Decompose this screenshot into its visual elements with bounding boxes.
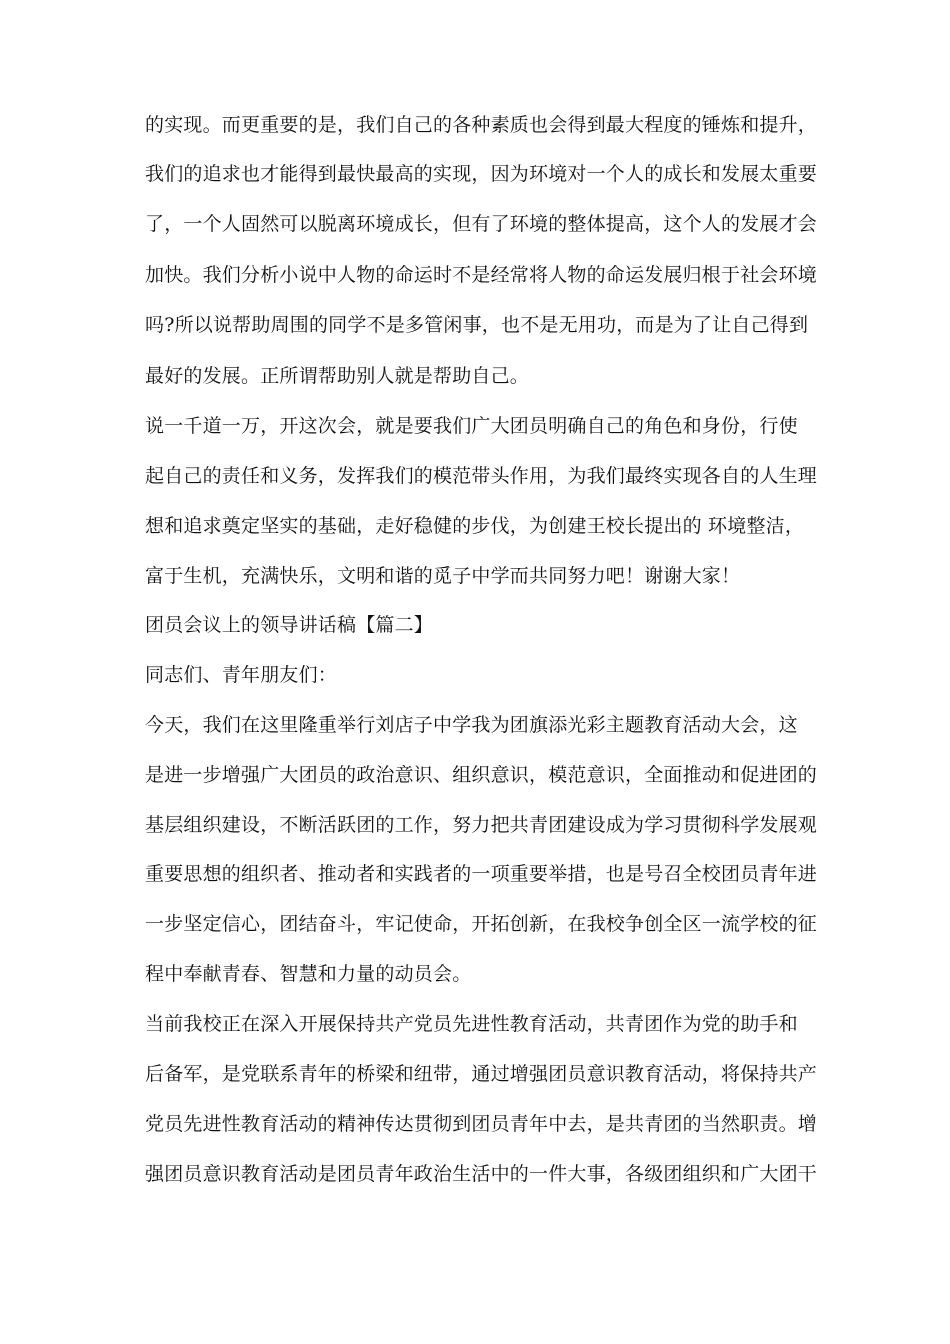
salutation: 同志们、青年朋友们： bbox=[145, 664, 338, 686]
text-line: 是进一步增强广大团员的政治意识、组织意识，模范意识，全面推动和促进团的 bbox=[145, 764, 818, 786]
section-heading: 团员会议上的领导讲话稿【篇二】 bbox=[145, 614, 434, 636]
text-line: 吗?所以说帮助周围的同学不是多管闲事，也不是无用功，而是为了让自己得到 bbox=[145, 314, 809, 336]
text-line: 后备军，是党联系青年的桥梁和纽带，通过增强团员意识教育活动，将保持共产 bbox=[145, 1063, 818, 1085]
text-line: 党员先进性教育活动的精神传达贯彻到团员青年中去，是共青团的当然职责。增 bbox=[145, 1113, 818, 1135]
text-line: 当前我校正在深入开展保持共产党员先进性教育活动，共青团作为党的助手和 bbox=[145, 1013, 798, 1035]
text-line: 说一千道一万，开这次会，就是要我们广大团员明确自己的角色和身份，行使 bbox=[145, 415, 798, 437]
text-line: 起自己的责任和义务，发挥我们的模范带头作用，为我们最终实现各自的人生理 bbox=[145, 465, 818, 487]
text-line: 想和追求奠定坚实的基础，走好稳健的步伐，为创建王校长提出的 环境整洁， bbox=[145, 515, 805, 537]
text-line: 今天，我们在这里隆重举行刘店子中学我为团旗添光彩主题教育活动大会，这 bbox=[145, 714, 798, 736]
text-line: 最好的发展。正所谓帮助别人就是帮助自己。 bbox=[145, 365, 530, 387]
text-line: 基层组织建设，不断活跃团的工作，努力把共青团建设成为学习贯彻科学发展观 bbox=[145, 814, 818, 836]
text-line: 重要思想的组织者、推动者和实践者的一项重要举措，也是号召全校团员青年进 bbox=[145, 863, 818, 885]
text-line: 富于生机，充满快乐，文明和谐的觅子中学而共同努力吧！谢谢大家！ bbox=[145, 565, 741, 587]
text-line: 了，一个人固然可以脱离环境成长，但有了环境的整体提高，这个人的发展才会 bbox=[145, 213, 818, 235]
text-line: 强团员意识教育活动是团员青年政治生活中的一件大事，各级团组织和广大团干 bbox=[145, 1163, 818, 1185]
text-line: 加快。我们分析小说中人物的命运时不是经常将人物的命运发展归根于社会环境 bbox=[145, 264, 818, 286]
text-line: 程中奉献青春、智慧和力量的动员会。 bbox=[145, 963, 472, 985]
text-line: 我们的追求也才能得到最快最高的实现，因为环境对一个人的成长和发展太重要 bbox=[145, 163, 818, 185]
text-line: 的实现。而更重要的是，我们自己的各种素质也会得到最大程度的锤炼和提升， bbox=[145, 114, 818, 136]
text-line: 一步坚定信心，团结奋斗，牢记使命，开拓创新，在我校争创全区一流学校的征 bbox=[145, 913, 818, 935]
